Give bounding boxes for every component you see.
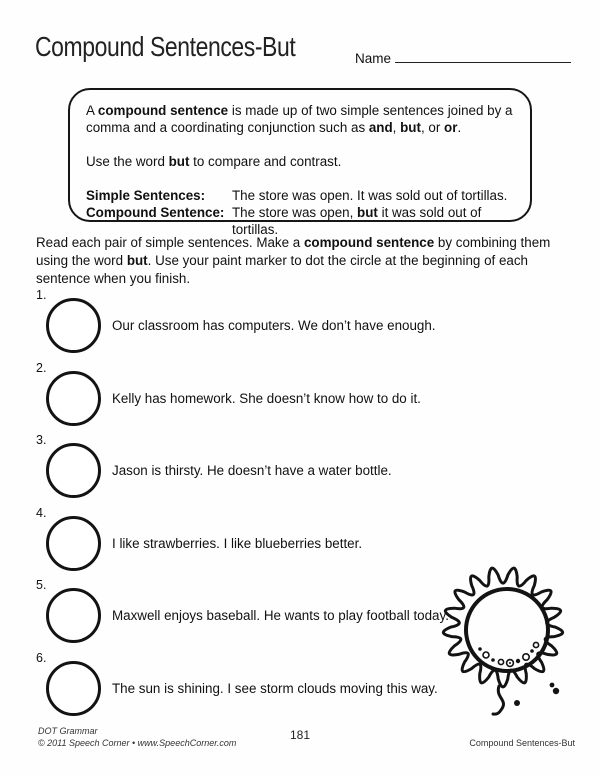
item-number: 5.	[36, 578, 47, 592]
name-label: Name	[355, 51, 392, 66]
bold-segment: and	[368, 120, 393, 135]
item-number: 2.	[36, 361, 47, 375]
worksheet-item	[36, 433, 392, 498]
footer-series: DOT Grammar	[38, 726, 98, 736]
example-simple-text: The store was open. It was sold out of tortillas.	[232, 188, 508, 203]
footer-worksheet-title: Compound Sentences-But	[469, 738, 575, 748]
worksheet-item	[36, 506, 363, 571]
item-number: 3.	[36, 433, 47, 447]
instructions	[36, 234, 572, 288]
definition-paragraph	[86, 102, 514, 136]
dot-circle[interactable]	[46, 443, 101, 498]
worksheet-item	[36, 288, 436, 353]
dot-circle[interactable]	[46, 298, 101, 353]
item-sentence: Kelly has homework. She doesn’t know how to do it.	[112, 390, 421, 406]
item-sentence: Our classroom has computers. We don’t have enough.	[112, 317, 436, 333]
name-input-line[interactable]	[395, 49, 571, 63]
example-compound-label: Compound Sentence:	[86, 205, 225, 220]
name-row	[355, 49, 571, 66]
example-compound-row	[86, 204, 514, 238]
text-segment: to compare and contrast.	[189, 154, 342, 169]
text-segment: Read each pair of simple sentences. Make a	[36, 235, 304, 250]
page-title: Compound Sentences-But	[35, 31, 296, 62]
worksheet-item	[36, 361, 421, 426]
bold-segment: but	[126, 253, 148, 268]
example-compound-text	[232, 204, 514, 238]
text-segment: ,	[392, 120, 401, 135]
item-sentence: The sun is shining. I see storm clouds moving this way.	[112, 680, 438, 696]
dot-circle[interactable]	[46, 516, 101, 571]
sun-doodle-icon	[433, 550, 588, 722]
text-segment: is made up of two simple sentences joined by a comma and a coordinating conjunction such as	[86, 103, 513, 135]
bold-segment: but	[357, 205, 378, 220]
example-simple-label: Simple Sentences:	[86, 188, 206, 203]
page-number: 181	[289, 728, 311, 742]
item-number: 4.	[36, 506, 47, 520]
bold-segment: or	[444, 120, 458, 135]
bold-segment: compound sentence	[97, 103, 229, 118]
worksheet-item	[36, 651, 438, 716]
item-sentence: Jason is thirsty. He doesn’t have a water bottle.	[112, 462, 392, 478]
item-sentence: Maxwell enjoys baseball. He wants to play football today.	[112, 607, 449, 623]
text-segment: . Use your paint marker to dot the circle at the beginning of each sentence when you finish.	[36, 253, 528, 286]
text-segment: it was sold out of tortillas.	[232, 205, 482, 237]
text-segment: .	[457, 120, 462, 135]
footer-copyright: © 2011 Speech Corner • www.SpeechCorner.com	[38, 737, 237, 748]
text-segment: by combining them using the word	[36, 235, 551, 268]
text-segment: The store was open,	[232, 205, 358, 220]
dot-circle[interactable]	[46, 371, 101, 426]
worksheet-item	[36, 578, 449, 643]
bold-segment: but	[168, 154, 190, 169]
item-sentence: I like strawberries. I like blueberries better.	[112, 535, 363, 551]
text-segment: , or	[420, 120, 445, 135]
text-segment: Use the word	[86, 154, 169, 169]
dot-circle[interactable]	[46, 588, 101, 643]
item-number: 1.	[36, 288, 47, 302]
bold-segment: compound sentence	[303, 235, 435, 250]
dot-circle[interactable]	[46, 661, 101, 716]
definition-box	[68, 88, 532, 237]
use-word-paragraph	[86, 153, 514, 170]
item-number: 6.	[36, 651, 47, 665]
bold-segment: but	[400, 120, 421, 135]
example-simple-row	[86, 187, 514, 204]
text-segment: A	[86, 103, 98, 118]
